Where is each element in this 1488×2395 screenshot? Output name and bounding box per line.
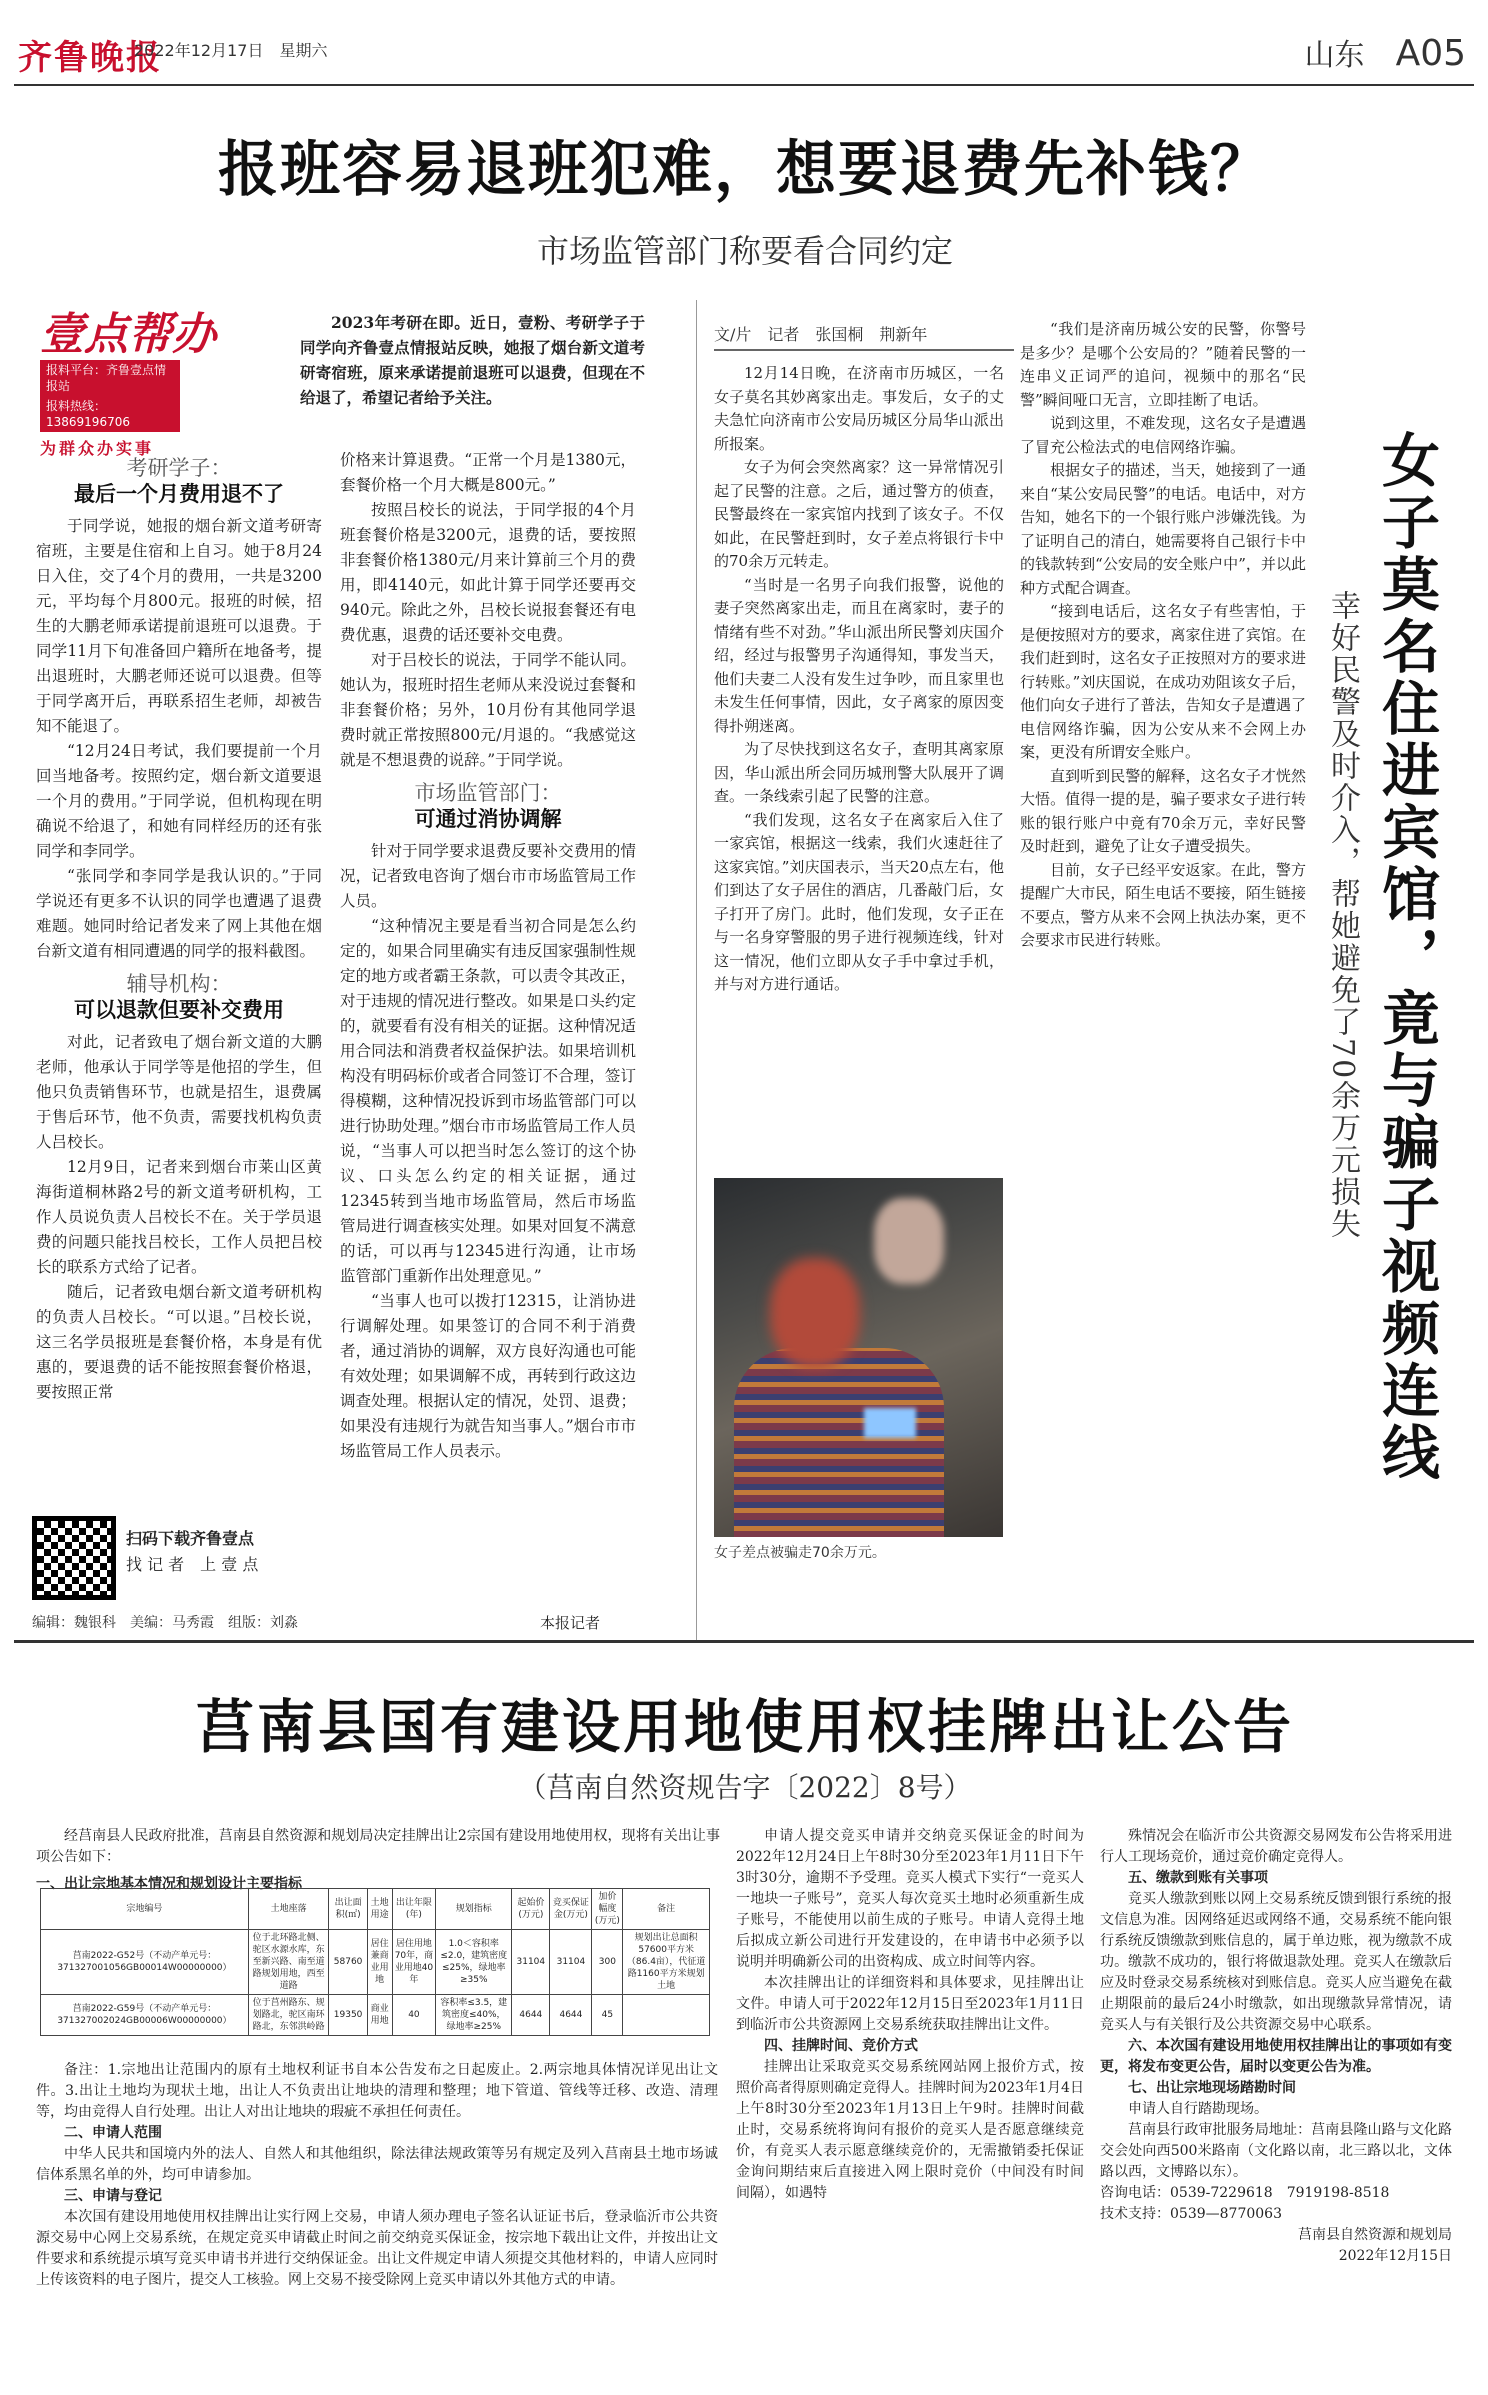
paragraph: 挂牌出让采取竞买交易系统网站网上报价方式，按照价高者得原则确定竞得人。挂牌时间为2023年1月4日上午8时30分至2023年1月13日上午9时。挂牌时间截止时，交易系统将询问有报价的竞买人是否愿意继续竞价，有竞买人表示愿意继续竞价的，无需撤销委托保证金询问期结束后直接进入网上限时竞价（中间没有时间间隔），如遇特 [736, 2059, 1084, 2201]
table-header-cell: 土地用途 [367, 1889, 392, 1930]
table-header-row [41, 1889, 710, 1930]
table-header-cell: 出让年限(年) [392, 1889, 436, 1930]
table-header-cell: 起始价(万元) [512, 1889, 550, 1930]
logo-slogan: 为群众办实事 [40, 439, 155, 458]
table-header-cell: 竞买保证金(万元) [550, 1889, 592, 1930]
side-headline: 女子莫名住进宾馆，竟与骗子视频连线 [1372, 430, 1440, 1484]
table-cell: 居住用地70年，商业用地40年 [392, 1930, 436, 1995]
article-column-1 [36, 448, 322, 1405]
section-heading-2a: 辅导机构： [126, 972, 232, 996]
paragraph: 直到听到民警的解释，这名女子才恍然大悟。值得一提的是，骗子要求女子进行转账的银行账户中竟有70余万元，幸好民警及时赶到，避免了让女子遭受损失。 [1020, 766, 1306, 855]
announcement-intro: 经莒南县人民政府批准，莒南县自然资源和规划局决定挂牌出让2宗国有建设用地使用权，现将有关出让事项公告如下： 一、出让宗地基本情况和规划设计主要指标 [36, 1826, 720, 1895]
paragraph: 本次挂牌出让的详细资料和具体要求，见挂牌出让文件。申请人可于2022年12月15日至2023年1月11日到临沂市公共资源网上交易系统获取挂牌出让文件。 [736, 1975, 1084, 2033]
table-cell: 4644 [512, 1995, 550, 2036]
table-cell: 19350 [329, 1995, 367, 2036]
paragraph: 七、出让宗地现场踏勘时间 [1128, 2080, 1296, 2096]
table-cell: 31104 [550, 1930, 592, 1995]
paragraph: 二、申请人范围 [64, 2125, 162, 2141]
qr-code[interactable] [32, 1516, 116, 1600]
issue-date: 2022年12月17日 星期六 [134, 41, 328, 60]
announcement-title: 莒南县国有建设用地使用权挂牌出让公告 [195, 1693, 1294, 1761]
paragraph: 四、挂牌时间、竞价方式 [764, 2038, 918, 2054]
table-row [41, 1995, 710, 2036]
column-divider [696, 300, 697, 1640]
side-subheadline: 幸好民警及时介入，帮她避免了70余万元损失 [1325, 590, 1360, 1241]
paragraph: “我们是济南历城公安的民警，你警号是多少？是哪个公安局的？”随着民警的一连串义正词严的追问，视频中的那名“民警”瞬间哑口无言，立即挂断了电话。 [1020, 320, 1306, 409]
main-headline: 报班容易退班犯难，想要退费先补钱？ [218, 135, 1272, 205]
paragraph: 女子为何会突然离家？这一异常情况引起了民警的注意。之后，通过警方的侦查，民警最终在一家宾馆内找到了该女子。不仅如此，在民警赶到时，女子差点将银行卡中的70余万元转走。 [714, 458, 1004, 570]
paragraph: “12月24日考试，我们要提前一个月回当地备考。按照约定，烟台新文道要退一个月的费用。”于同学说，但机构现在明确说不给退了，和她有同样经历的还有张同学和李同学。 [36, 742, 322, 860]
section-heading-1a: 考研学子： [126, 456, 232, 480]
paragraph: “当事人也可以拨打12315，让消协进行调解处理。如果签订的合同不利于消费者，通过消协的调解，双方良好沟通也可能有效处理；如果调解不成，再转到行政这边调查处理。根据认定的情况，处罚、退费；如果没有违规行为就告知当事人。”烟台市市场监管局工作人员表示。 [340, 1292, 636, 1460]
side-column-2 [1020, 318, 1306, 953]
section-heading-3b: 可通过消协调解 [414, 806, 562, 831]
article-intro: 2023年考研在即。近日，壹粉、考研学子于同学向齐鲁壹点情报站反映，她报了烟台新文道考研寄宿班，原来承诺提前退班可以退费，但现在不给退了，希望记者给予关注。 [300, 313, 645, 407]
announcement-subtitle: （莒南自然资规告字〔2022〕8号） [518, 1771, 972, 1804]
land-table [40, 1888, 710, 2036]
section-region: 山东 [1304, 38, 1365, 73]
paragraph: 莒南县行政审批服务局地址：莒南县隆山路与文化路交会处向西500米路南（文化路以南，北三路以北，文体路以西，文博路以东）。 [1100, 2122, 1452, 2180]
announcement-column-3 [1100, 1826, 1452, 2267]
table-cell: 位于莒州路东、规划路北，驼区南环路北，东邻洪岭路 [248, 1995, 329, 2036]
side-column-1 [714, 362, 1004, 997]
logo-hotline: 报料热线：13869196706 [40, 396, 180, 432]
editor-credits: 编辑：魏银科 美编：马秀霞 组版：刘淼 [32, 1615, 298, 1631]
table-cell: 位于北环路北侧、驼区水源水库，东至新兴路、南至道路规划用地，西至道路 [248, 1930, 329, 1995]
paragraph: 五、缴款到账有关事项 [1128, 1870, 1268, 1886]
paragraph: 对此，记者致电了烟台新文道的大鹏老师，他承认于同学等是他招的学生，但他只负责销售环节，也就是招生，退费属于售后环节，他不负责，需要找机构负责人吕校长。 [36, 1033, 322, 1151]
paragraph: 对于吕校长的说法，于同学不能认同。她认为，报班时招生老师从来没说过套餐和非套餐价格；另外，10月份有其他同学退费时就正常按照800元/月退的。“我感觉这就是不想退费的说辞。”于同学说。 [340, 651, 636, 769]
paragraph: 殊情况会在临沂市公共资源交易网发布公告将采用进行人工现场竞价，通过竞价确定竞得人。 [1100, 1828, 1452, 1865]
section-heading-3a: 市场监管部门： [414, 781, 562, 805]
paragraph: 说到这里，不难发现，这名女子是遭遇了冒充公检法式的电信网络诈骗。 [1020, 414, 1306, 456]
table-cell: 300 [592, 1930, 623, 1995]
paragraph: 技术支持：0539—8770063 [1100, 2206, 1282, 2222]
paragraph: “当时是一名男子向我们报警，说他的妻子突然离家出走，而且在离家时，妻子的情绪有些不对劲。”华山派出所民警刘庆国介绍，经过与报警男子沟通得知，事发当天，他们夫妻二人没有发生过争吵，而且家里也未发生任何事情，因此，女子离家的原因变得扑朔迷离。 [714, 575, 1004, 735]
paragraph: 备注：1.宗地出让范围内的原有土地权利证书自本公告发布之日起废止。2.两宗地具体情况详见出让文件。3.出让土地均为现状土地，出让人不负责出让地块的清理和整理；地下管道、管线等迁移、改造、清理等，均由竞得人自行处理。出让人对出让地块的瑕疵不承担任何责任。 [36, 2062, 718, 2120]
table-cell: 容积率≤3.5，建筑密度≤40%，绿地率≥25% [436, 1995, 512, 2036]
section-heading-2b: 可以退款但要补交费用 [74, 997, 284, 1022]
paragraph: 于同学说，她报的烟台新文道考研寄宿班，主要是住宿和上自习。她于8月24日入住，交了4个月的费用，一共是3200元，平均每个月800元。报班的时候，招生的大鹏老师承诺提前退班可以退费。于同学11月下旬准备回户籍所在地备考，提出退班时，大鹏老师还说可以退费。但等于同学离开后，再联系招生老师，却被告知不能退了。 [36, 517, 322, 735]
main-subhead: 市场监管部门称要看合同约定 [536, 232, 953, 270]
paragraph: 随后，记者致电烟台新文道考研机构的负责人吕校长。“可以退。”吕校长说，这三名学员报班是套餐价格，本身是有优惠的，要退费的话不能按照套餐价格退，要按照正常 [36, 1283, 322, 1401]
table-cell: 1.0＜容积率≤2.0，建筑密度≤25%，绿地率≥35% [436, 1930, 512, 1995]
table-cell: 40 [392, 1995, 436, 2036]
table-cell: 58760 [329, 1930, 367, 1995]
logo-platform: 报料平台：齐鲁壹点情报站 [40, 360, 180, 396]
paragraph: 本次国有建设用地使用权挂牌出让实行网上交易，申请人须办理电子签名认证证书后，登录临沂市公共资源交易中心网上交易系统，在规定竞买申请截止时间之前交纳竞买保证金，按宗地下载出让文件，并按出让文件要求和系统提示填写竞买申请书并进行交纳保证金。出让文件规定申请人须提交其他材料的，申请人应同时上传该资料的电子图片，提交人工核验。网上交易不接受除网上竞买申请以外其他方式的申请。 [36, 2209, 718, 2288]
paragraph: 竞买人缴款到账以网上交易系统反馈到银行系统的报文信息为准。因网络延迟或网络不通，交易系统不能向银行系统反馈缴款到账信息的，属于单边账，视为缴款不成功。缴款不成功的，银行将做退款处理。竞买人在缴款后应及时登录交易系统核对到账信息。竞买人应当避免在截止期限前的最后24小时缴款，如出现缴款异常情况，请竞买人与有关银行及公共资源交易中心联系。 [1100, 1891, 1452, 2033]
table-header-cell: 加价幅度(万元) [592, 1889, 623, 1930]
paragraph: 申请人自行踏勘现场。 [1128, 2101, 1268, 2117]
paragraph: “这种情况主要是看当初合同是怎么约定的，如果合同里确实有违反国家强制性规定的地方或者霸王条款，可以责令其改正，对于违规的情况进行整改。如果是口头约定的，就要看有没有相关的证据。这种情况适用合同法和消费者权益保护法。如果培训机构没有明码标价或者合同签订不合理，签订得模糊，这种情况投诉到市场监管部门可以进行协助处理。”烟台市市场监管局工作人员说，“当事人可以把当时怎么签订的这个协议、口头怎么约定的相关证据，通过12345转到当地市场监管局，然后市场监管局进行调查核实处理。如果对回复不满意的话，可以再与12345进行沟通，让市场监管部门重新作出处理意见。” [340, 917, 636, 1285]
paragraph: 按照吕校长的说法，于同学报的4个月班套餐价格是3200元，退费的话，要按照非套餐价格1380元/月来计算前三个月的费用，即4140元，如此计算于同学还要再交940元。除此之外，吕校长说报套餐还有电费优惠，退费的话还要补交电费。 [340, 501, 636, 644]
paragraph: “接到电话后，这名女子有些害怕，于是便按照对方的要求，离家住进了宾馆。在我们赶到时，这名女子正按照对方的要求进行转账。”刘庆国说，在成功劝阻该女子后，他们向女子进行了普法，告知女子是遭遇了电信网络诈骗，因为公安从来不会网上办案，更没有所谓安全账户。 [1020, 602, 1306, 761]
page-label [1304, 30, 1466, 74]
side-byline: 文/片 记者 张国桐 荆新年 [714, 322, 1014, 351]
section-heading-1b: 最后一个月费用退不了 [74, 481, 284, 506]
masthead-rule [14, 84, 1474, 86]
bangban-logo [40, 309, 280, 458]
paragraph: 三、申请与登记 [64, 2188, 162, 2204]
paragraph: 为了尽快找到这名女子，查明其离家原因，华山派出所会同历城刑警大队展开了调查。一条线索引起了民警的注意。 [714, 740, 1004, 805]
news-photo [714, 1178, 1003, 1537]
table-header-cell: 规划指标 [436, 1889, 512, 1930]
announcement-column-2 [736, 1826, 1084, 2204]
sign-date: 2022年12月15日 [1338, 2248, 1452, 2264]
section-rule [14, 1640, 1474, 1643]
table-cell: 莒南2022-G59号（不动产单元号：371327002024GB00006W00000000） [41, 1995, 249, 2036]
paragraph: 申请人提交竞买申请并交纳竞买保证金的时间为2022年12月24日上午8时30分至2023年1月11日下午3时30分，逾期不予受理。竞买人模式下实行“一竞买人一地块一子账号”，竞买人每次竞买土地时必须重新生成子账号，不能使用以前生成的子账号。申请人竞得土地后拟成立新公司进行开发建设的，在申请书中必须予以说明并明确新公司的出资构成、成立时间等内容。 [736, 1828, 1084, 1970]
reporter-credit: 本报记者 [540, 1614, 601, 1632]
table-header-cell: 出让面积(㎡) [329, 1889, 367, 1930]
paragraph: “张同学和李同学是我认识的。”于同学说还有更多不认识的同学也遭遇了退费难题。她同时给记者发来了网上其他在烟台新文道有相同遭遇的同学的报料截图。 [36, 867, 322, 960]
announcement-section-1: 一、出让宗地基本情况和规划设计主要指标 [36, 1876, 302, 1892]
paragraph: 根据女子的描述，当天，她接到了一通来自“某公安局民警”的电话。电话中，对方告知，她名下的一个银行账户涉嫌洗钱。为了证明自己的清白，她需要将自己银行卡中的钱款转到“公安局的安全账户中”，并以此种方式配合调查。 [1020, 461, 1306, 597]
table-cell: 31104 [512, 1930, 550, 1995]
paragraph: 目前，女子已经平安返家。在此，警方提醒广大市民，陌生电话不要接，陌生链接不要点，警方从来不会网上执法办案，更不会要求市民进行转账。 [1020, 860, 1306, 949]
paragraph: “我们发现，这名女子在离家后入住了一家宾馆，根据这一线索，我们火速赶往了这家宾馆。”刘庆国表示，当天20点左右，他们到达了女子居住的酒店，几番敲门后，女子打开了房门。此时，他们发现，女子正在与一名身穿警服的男子进行视频连线，针对这一情况，他们立即从女子手中拿过手机，并与对方进行通话。 [714, 810, 1004, 993]
table-row [41, 1930, 710, 1995]
article-column-2 [340, 448, 636, 1464]
logo-title: 壹点帮办 [40, 309, 216, 360]
table-cell: 45 [592, 1995, 623, 2036]
paragraph: 六、本次国有建设用地使用权挂牌出让的事项如有变更，将发布变更公告，届时以变更公告为准。 [1100, 2038, 1452, 2075]
table-header-cell: 备注 [623, 1889, 710, 1930]
paragraph: 12月9日，记者来到烟台市莱山区黄海街道桐林路2号的新文道考研机构，工作人员说负责人吕校长不在。关于学员退费的问题只能找吕校长，工作人员把吕校长的联系方式给了记者。 [36, 1158, 322, 1276]
paragraph: 针对于同学要求退费反要补交费用的情况，记者致电咨询了烟台市市场监管局工作人员。 [340, 842, 636, 910]
paragraph: 咨询电话：0539-7229618 7919198-8518 [1100, 2185, 1390, 2201]
table-cell: 规划出让总面积57600平方米（86.4亩），代征道路1160平方米规划土地 [623, 1930, 710, 1995]
table-header-cell: 宗地编号 [41, 1889, 249, 1930]
qr-caption: 扫码下载齐鲁壹点 找 记 者 上 壹 点 [126, 1529, 259, 1574]
table-cell: 商业用地 [367, 1995, 392, 2036]
table-cell: 莒南2022-G52号（不动产单元号：371327001056GB00014W00000000） [41, 1930, 249, 1995]
page-number: A05 [1395, 33, 1466, 74]
newspaper-logo: 齐鲁晚报 [18, 38, 162, 78]
paragraph: 12月14日晚，在济南市历城区，一名女子莫名其妙离家出走。事发后，女子的丈夫急忙向济南市公安局历城区分局华山派出所报案。 [714, 364, 1004, 453]
signature: 莒南县自然资源和规划局 [1298, 2227, 1452, 2243]
paragraph: 中华人民共和国境内外的法人、自然人和其他组织，除法律法规政策等另有规定及列入莒南县土地市场诚信体系黑名单的外，均可申请参加。 [36, 2146, 718, 2183]
table-cell [623, 1995, 710, 2036]
table-header-cell: 土地座落 [248, 1889, 329, 1930]
paragraph: 价格来计算退费。“正常一个月是1380元，套餐价格一个月大概是800元。” [340, 451, 636, 494]
announcement-column-1 [36, 2060, 718, 2291]
photo-caption: 女子差点被骗走70余万元。 [714, 1545, 886, 1561]
table-cell: 4644 [550, 1995, 592, 2036]
table-cell: 居住兼商业用地 [367, 1930, 392, 1995]
